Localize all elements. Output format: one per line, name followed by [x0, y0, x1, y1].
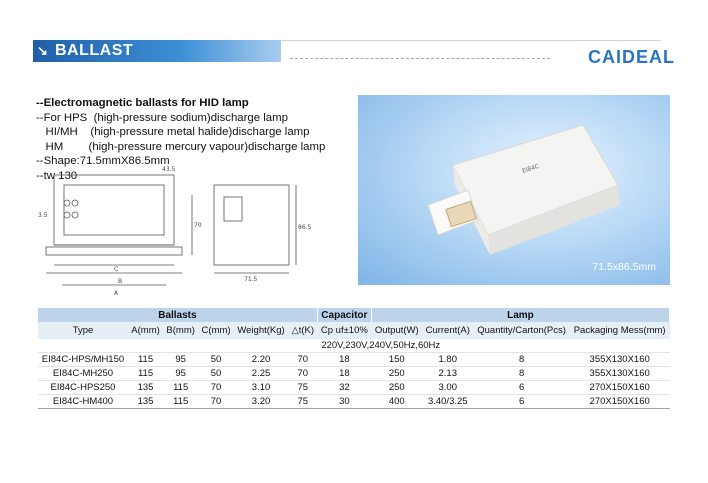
cell: 3.00 [422, 381, 473, 395]
cell: 50 [198, 367, 234, 381]
cell: 135 [128, 395, 163, 409]
header-rule [281, 40, 661, 41]
cell: EI84C-MH250 [38, 367, 128, 381]
table-row [38, 367, 670, 381]
column-header: Cp uf±10% [317, 322, 371, 339]
cell: 32 [317, 381, 371, 395]
table-row [38, 381, 670, 395]
cell: 95 [163, 367, 198, 381]
cell: 2.20 [234, 353, 288, 367]
cell: 135 [128, 381, 163, 395]
group-capacitor: Capacitor [317, 308, 371, 322]
cell: 355X130X160 [570, 353, 670, 367]
cell: 115 [163, 381, 198, 395]
cell: 3.20 [234, 395, 288, 409]
cell: 18 [317, 367, 371, 381]
technical-drawing [34, 155, 312, 303]
column-header: Current(A) [422, 322, 473, 339]
cell: 95 [163, 353, 198, 367]
cell: 75 [288, 381, 317, 395]
cell: EI84C-HM400 [38, 395, 128, 409]
cell: 1.80 [422, 353, 473, 367]
dashed-divider [290, 58, 550, 59]
cell: 270X150X160 [570, 381, 670, 395]
voltage-note: 220V,230V,240V,50Hz,60Hz [317, 339, 669, 353]
desc-line: HM (high-pressure mercury vapour)discharge lamp [36, 140, 326, 153]
desc-line: HI/MH (high-pressure metal halide)discharge lamp [36, 126, 310, 138]
cell: 70 [198, 395, 234, 409]
cell: 3.10 [234, 381, 288, 395]
section-header [33, 40, 281, 62]
cell: 3.40/3.25 [422, 395, 473, 409]
cell: EI84C-HPS/MH150 [38, 353, 128, 367]
cell: 250 [371, 367, 422, 381]
cell: 250 [371, 381, 422, 395]
column-header: Type [38, 322, 128, 339]
cell: 8 [473, 367, 569, 381]
column-header: Weight(Kg) [234, 322, 288, 339]
cell: 115 [128, 367, 163, 381]
cell: 6 [473, 381, 569, 395]
ballast-illustration [358, 95, 670, 285]
desc-line: --Electromagnetic ballasts for HID lamp [36, 97, 249, 109]
brand-logo: CAIDEAL [588, 47, 675, 67]
column-header: △t(K) [288, 322, 317, 339]
arrow-icon: ↘ [37, 43, 48, 58]
product-photo [358, 95, 670, 285]
svg-text:EI84C: EI84C [521, 162, 541, 175]
dim-label: 71.5 [244, 276, 258, 283]
cell: 150 [371, 353, 422, 367]
table-group-row [38, 308, 670, 322]
cell: 70 [198, 381, 234, 395]
cell: 400 [371, 395, 422, 409]
column-header: A(mm) [128, 322, 163, 339]
dim-label: C [114, 266, 119, 273]
cell: 6 [473, 395, 569, 409]
group-ballasts: Ballasts [38, 308, 317, 322]
dim-label: B [118, 278, 123, 285]
dim-label: 3.5 [38, 212, 48, 219]
column-header: Packaging Mess(mm) [570, 322, 670, 339]
column-header: Output(W) [371, 322, 422, 339]
table-row [38, 395, 670, 409]
spec-table [38, 308, 670, 409]
dim-label: 70 [194, 222, 202, 229]
dim-label: 86.5 [298, 224, 312, 231]
desc-line: --Shape:71.5mmX86.5mm [36, 155, 170, 167]
cell: 355X130X160 [570, 367, 670, 381]
cell: 2.13 [422, 367, 473, 381]
dim-label: 43.5 [162, 166, 176, 173]
cell: 75 [288, 395, 317, 409]
cell: 270X150X160 [570, 395, 670, 409]
desc-line: --tw 130 [36, 169, 78, 182]
cell: 115 [163, 395, 198, 409]
column-header: Quantity/Carton(Pcs) [473, 322, 569, 339]
column-header: C(mm) [198, 322, 234, 339]
column-header: B(mm) [163, 322, 198, 339]
cell: 30 [317, 395, 371, 409]
cell: 2.25 [234, 367, 288, 381]
cell: EI84C-HPS250 [38, 381, 128, 395]
section-title: BALLAST [55, 42, 134, 59]
table-header-row [38, 322, 670, 339]
cell: 50 [198, 353, 234, 367]
cell: 70 [288, 353, 317, 367]
dim-label: A [114, 290, 119, 297]
cell: 115 [128, 353, 163, 367]
cell: 8 [473, 353, 569, 367]
cell: 18 [317, 353, 371, 367]
cell: 70 [288, 367, 317, 381]
table-row [38, 353, 670, 367]
voltage-note-row [38, 339, 670, 353]
group-lamp: Lamp [371, 308, 669, 322]
photo-caption: 71.5x86.5mm [592, 261, 656, 273]
desc-line: --For HPS (high-pressure sodium)discharge lamp [36, 111, 288, 124]
